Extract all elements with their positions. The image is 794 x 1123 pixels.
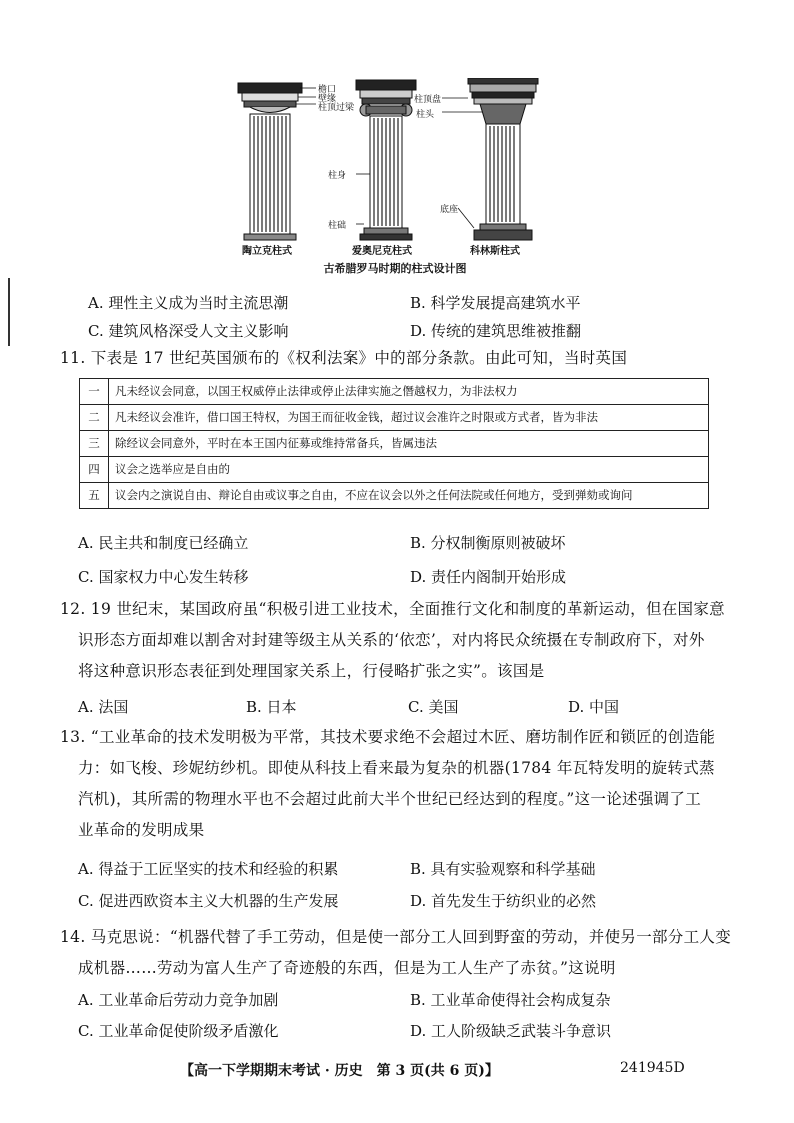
label-plinth: 底座	[440, 205, 459, 215]
q14-option-b: B. 工业革命使得社会构成复杂	[410, 991, 611, 1009]
doric-label: 陶立克柱式	[242, 246, 292, 257]
ionic-column	[356, 80, 416, 240]
q11-option-a: A. 民主共和制度已经确立	[78, 534, 249, 552]
corinthian-label: 科林斯柱式	[470, 246, 520, 257]
q14-option-d: D. 工人阶级缺乏武装斗争意识	[410, 1022, 612, 1040]
table-row: 三 除经议会同意外，平时在本王国内征募或维持常备兵，皆属违法	[80, 431, 709, 457]
q11-option-c: C. 国家权力中心发生转移	[78, 568, 249, 586]
q13-stem: 13. “工业革命的技术发明极为平常，其技术要求绝不会超过木匠、磨坊制作匠和锁匠的创造能 力：如飞梭、珍妮纺纱机。即使从科技上看来最为复杂的机器(1784 年瓦特发明的旋转式蒸 汽机)，其所需的物理水平也不会超过此前大半个世纪已经达到的程度。”这一论述强调了工 业革命的发明成果	[60, 728, 716, 839]
q13-option-c: C. 促进西欧资本主义大机器的生产发展	[78, 892, 339, 910]
q11-stem: 11. 下表是 17 世纪英国颁布的《权利法案》中的部分条款。由此可知，当时英国	[60, 349, 628, 367]
bill-of-rights-table	[79, 378, 709, 509]
label-frieze: 壁缘	[318, 94, 337, 104]
q13-option-a: A. 得益于工匠坚实的技术和经验的积累	[78, 860, 339, 878]
label-capital: 柱头	[416, 110, 435, 120]
table-row: 一 凡未经议会同意，以国王权威停止法律或停止法律实施之僭越权力，为非法权力	[80, 379, 709, 405]
column-design-figure	[230, 78, 560, 278]
q10-option-a: A. 理性主义成为当时主流思潮	[88, 294, 289, 312]
table-row: 四 议会之选举应是自由的	[80, 457, 709, 483]
label-cornice: 檐口	[318, 85, 337, 95]
margin-mark	[8, 278, 10, 346]
ionic-label: 爱奥尼克柱式	[352, 246, 412, 257]
doric-column	[238, 83, 302, 240]
paper-code: 241945D	[620, 1060, 685, 1076]
q11-option-b: B. 分权制衡原则被破坏	[410, 534, 566, 552]
label-shaft: 柱身	[328, 171, 347, 181]
q12-option-a: A. 法国	[78, 698, 129, 716]
q12-option-c: C. 美国	[408, 698, 459, 716]
q14-stem: 14. 马克思说：“机器代替了手工劳动，但是使一部分工人回到野蛮的劳动，并使另一部分工人变 成机器……劳动为富人生产了奇迹般的东西，但是为工人生产了赤贫。”这说明	[60, 928, 732, 977]
q14-option-c: C. 工业革命促使阶级矛盾激化	[78, 1022, 279, 1040]
q10-option-c: C. 建筑风格深受人文主义影响	[88, 322, 289, 340]
q12-stem: 12. 19 世纪末，某国政府虽“积极引进工业技术，全面推行文化和制度的革新运动，但在国家意 识形态方面却难以割舍对封建等级主从关系的‘依恋’，对内将民众统摄在专制政府下，对外 将这种意识形态表征到处理国家关系上，行侵略扩张之实”。该国是	[60, 600, 725, 680]
q12-option-b: B. 日本	[246, 698, 297, 716]
q14-option-a: A. 工业革命后劳动力竞争加剧	[78, 991, 279, 1009]
table-row: 二 凡未经议会准许，借口国王特权，为国王而征收金钱，超过议会准许之时限或方式者，皆为非法	[80, 405, 709, 431]
q12-option-d: D. 中国	[568, 698, 620, 716]
label-entablature: 柱顶盘	[414, 95, 442, 105]
q10-option-b: B. 科学发展提高建筑水平	[410, 294, 581, 312]
label-architrave: 柱顶过梁	[318, 103, 355, 113]
table-row: 五 议会内之演说自由、辩论自由或议事之自由，不应在议会以外之任何法院或任何地方，受到弹劾或询问	[80, 483, 709, 509]
q13-option-b: B. 具有实验观察和科学基础	[410, 860, 596, 878]
figure-caption: 古希腊罗马时期的柱式设计图	[323, 262, 467, 275]
q13-option-d: D. 首先发生于纺织业的必然	[410, 892, 597, 910]
q10-option-d: D. 传统的建筑思维被推翻	[410, 322, 582, 340]
corinthian-column	[468, 78, 538, 240]
columns-illustration	[230, 78, 560, 258]
page-footer: 【高一下学期期末考试 · 历史 第 3 页(共 6 页)】	[180, 1063, 499, 1079]
label-base-ionic: 柱础	[328, 221, 347, 231]
q11-option-d: D. 责任内阁制开始形成	[410, 568, 567, 586]
